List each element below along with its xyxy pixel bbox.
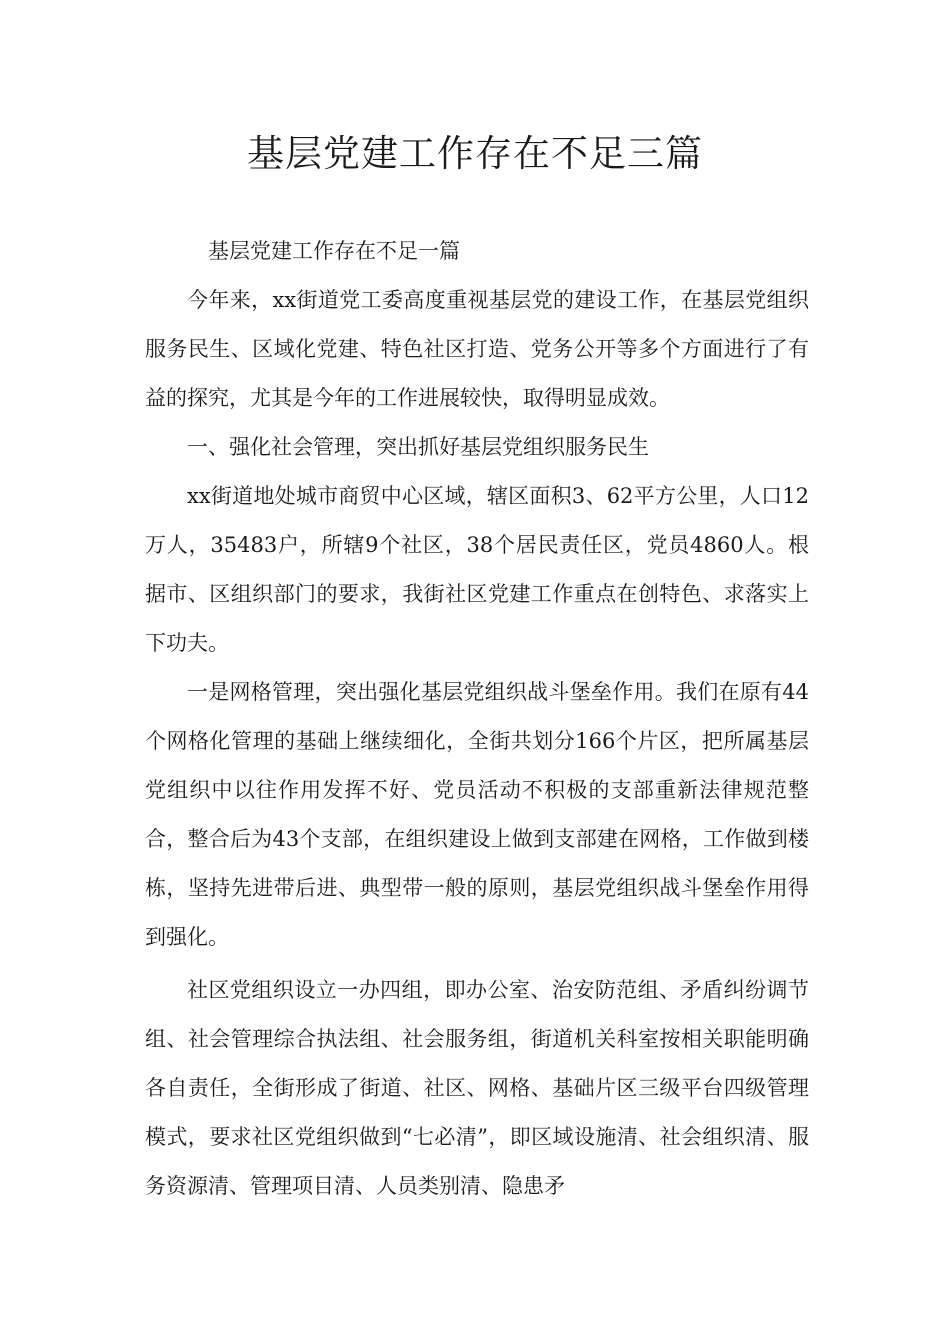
document-title: 基层党建工作存在不足三篇: [247, 132, 703, 175]
section-heading: 基层党建工作存在不足一篇: [208, 239, 460, 263]
paragraph: 社区党组织设立一办四组，即办公室、治安防范组、矛盾纠纷调节组、社会管理综合执法组、社会服务组，街道机关科室按相关职能明确各自责任，全街形成了街道、社区、网格、基础片区三级平台四级管理模式，要求社区党组织做到“七必清”，即区域设施清、社会组织清、服务资源清、管理项目清、人员类别清、隐患矛: [145, 978, 809, 1198]
document-body: [145, 227, 809, 1211]
paragraph: 一是网格管理，突出强化基层党组织战斗堡垒作用。我们在原有44个网格化管理的基础上继续细化，全街共划分166个片区，把所属基层党组织中以往作用发挥不好、党员活动不积极的支部重新法律规范整合，整合后为43个支部，在组织建设上做到支部建在网格，工作做到楼栋，坚持先进带后进、典型带一般的原则，基层党组织战斗堡垒作用得到强化。: [145, 680, 809, 949]
paragraph: 今年来，xx街道党工委高度重视基层党的建设工作，在基层党组织服务民生、区域化党建、特色社区打造、党务公开等多个方面进行了有益的探究，尤其是今年的工作进展较快，取得明显成效。: [145, 288, 809, 410]
paragraph: xx街道地处城市商贸中心区域，辖区面积3、62平方公里，人口12万人，35483户，所辖9个社区，38个居民责任区，党员4860人。根据市、区组织部门的要求，我街社区党建工作重点在创特色、求落实上下功夫。: [145, 484, 809, 655]
section-heading: 一、强化社会管理，突出抓好基层党组织服务民生: [187, 435, 649, 459]
